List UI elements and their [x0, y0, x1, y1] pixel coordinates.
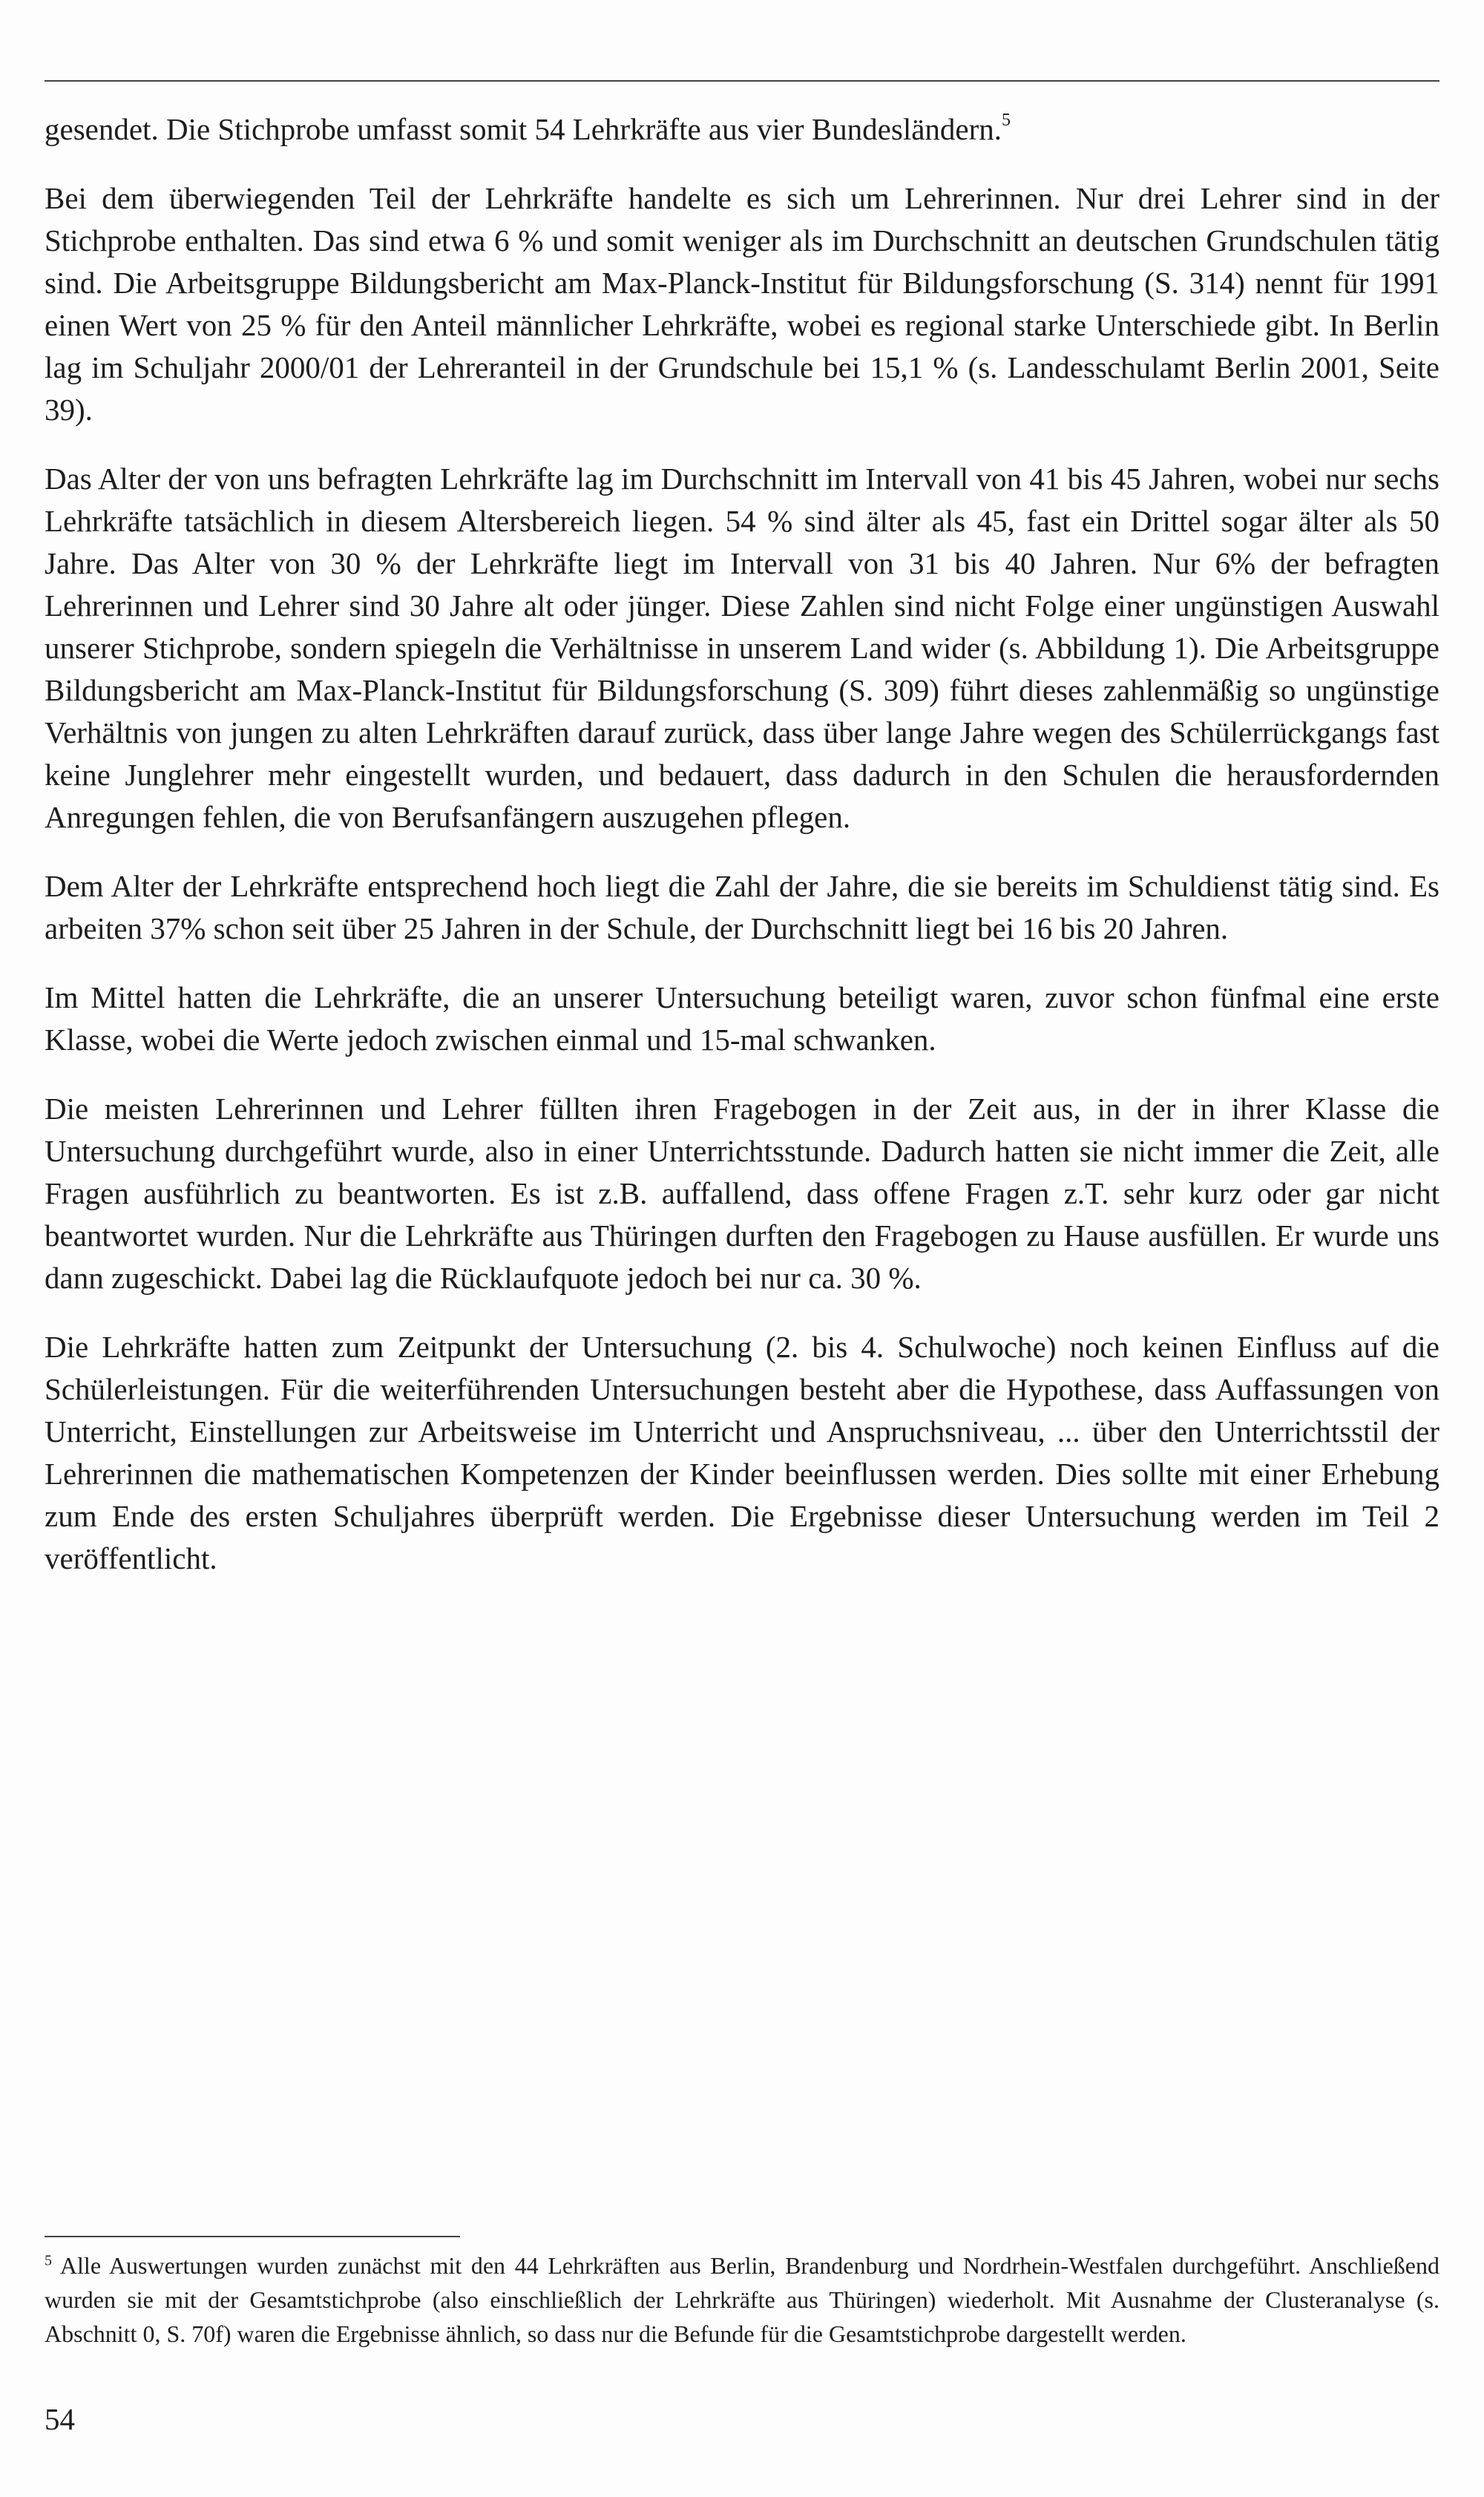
body-text: [45, 108, 1439, 1607]
paragraph-1-text: gesendet. Die Stichprobe umfasst somit 54 Lehrkräfte aus vier Bundesländern.: [45, 112, 1002, 146]
paragraph-6: Die meisten Lehrerinnen und Lehrer füllten ihren Fragebogen in der Zeit aus, in der in ihrer Klasse die Untersuchung durchgeführt wurde, also in einer Unterrichtsstunde. Dadurch hatten sie nicht immer die Zeit, alle Fragen ausführlich zu beantworten. Es ist z.B. auffallend, dass offene Fragen z.T. sehr kurz oder gar nicht beantwortet wurden. Nur die Lehrkräfte aus Thüringen durften den Fragebogen zu Hause ausfüllen. Er wurde uns dann zugeschickt. Dabei lag die Rücklaufquote jedoch bei nur ca. 30 %.: [45, 1092, 1439, 1295]
footnote-rule: [45, 2236, 460, 2237]
paragraph-5: Im Mittel hatten die Lehrkräfte, die an unserer Untersuchung beteiligt waren, zuvor schon fünfmal eine erste Klasse, wobei die Werte jedoch zwischen einmal und 15-mal schwanken.: [45, 980, 1439, 1057]
header-rule: [45, 80, 1439, 82]
paragraph-7: Die Lehrkräfte hatten zum Zeitpunkt der Untersuchung (2. bis 4. Schulwoche) noch keinen Einfluss auf die Schülerleistungen. Für die weiterführenden Untersuchungen besteht aber die Hypothese, dass Auffassungen von Unterricht, Einstellungen zur Arbeitsweise im Unterricht und Anspruchsniveau, ... über den Unterrichtsstil der Lehrerinnen die mathematischen Kompetenzen der Kinder beeinflussen werden. Dies sollte mit einer Erhebung zum Ende des ersten Schuljahres überprüft werden. Die Ergebnisse dieser Untersuchung werden im Teil 2 veröffentlicht.: [45, 1330, 1439, 1575]
paragraph-2: Bei dem überwiegenden Teil der Lehrkräfte handelte es sich um Lehrerinnen. Nur drei Lehrer sind in der Stichprobe enthalten. Das sind etwa 6 % und somit weniger als im Durchschnitt an deutschen Grundschulen tätig sind. Die Arbeitsgruppe Bildungsbericht am Max-Planck-Institut für Bildungsforschung (S. 314) nennt für 1991 einen Wert von 25 % für den Anteil männlicher Lehrkräfte, wobei es regional starke Unterschiede gibt. In Berlin lag im Schuljahr 2000/01 der Lehreranteil in der Grundschule bei 15,1 % (s. Landesschulamt Berlin 2001, Seite 39).: [45, 181, 1439, 427]
footnote-text: Alle Auswertungen wurden zunächst mit den 44 Lehrkräften aus Berlin, Brandenburg und Nordrhein-Westfalen durchgeführt. Anschließend wurden sie mit der Gesamtstichprobe (also einschließlich der Lehrkräfte aus Thüringen) wiederholt. Mit Ausnahme der Clusteranalyse (s. Abschnitt 0, S. 70f) waren die Ergebnisse ähnlich, so dass nur die Befunde für die Gesamtstichprobe dargestellt werden.: [45, 2252, 1440, 2347]
paragraph-4: Dem Alter der Lehrkräfte entsprechend hoch liegt die Zahl der Jahre, die sie bereits im Schuldienst tätig sind. Es arbeiten 37% schon seit über 25 Jahren in der Schule, der Durchschnitt liegt bei 16 bis 20 Jahren.: [45, 869, 1439, 945]
paragraph-1: [45, 108, 1439, 151]
footnote: [45, 2248, 1439, 2351]
paragraph-3: Das Alter der von uns befragten Lehrkräfte lag im Durchschnitt im Intervall von 41 bis 45 Jahren, wobei nur sechs Lehrkräfte tatsächlich in diesem Altersbereich liegen. 54 % sind älter als 45, fast ein Drittel sogar älter als 50 Jahre. Das Alter von 30 % der Lehrkräfte liegt im Intervall von 31 bis 40 Jahren. Nur 6% der befragten Lehrerinnen und Lehrer sind 30 Jahre alt oder jünger. Diese Zahlen sind nicht Folge einer ungünstigen Auswahl unserer Stichprobe, sondern spiegeln die Verhältnisse in unserem Land wider (s. Abbildung 1). Die Arbeitsgruppe Bildungsbericht am Max-Planck-Institut für Bildungsforschung (S. 309) führt dieses zahlenmäßig so ungünstige Verhältnis von jungen zu alten Lehrkräften darauf zurück, dass über lange Jahre wegen des Schülerrückgangs fast keine Junglehrer mehr eingestellt wurden, und bedauert, dass dadurch in den Schulen die herausfordernden Anregungen fehlen, die von Berufsanfängern auszugehen pflegen.: [45, 462, 1439, 834]
footnote-reference[interactable]: 5: [1002, 111, 1011, 131]
page-number: 54: [45, 2402, 75, 2436]
footnote-marker: 5: [45, 2252, 52, 2269]
